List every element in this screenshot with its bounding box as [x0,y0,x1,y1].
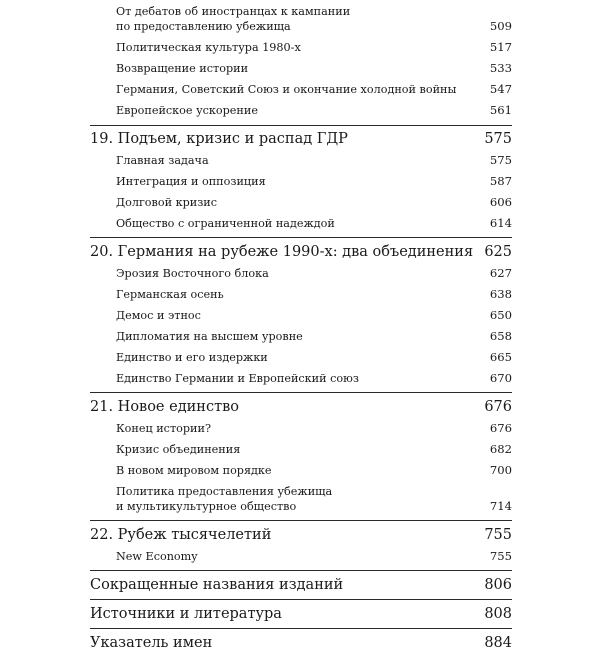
toc-entry-title: Указатель имен [90,635,213,651]
toc-chapter [90,525,512,545]
toc-page-number: 676 [484,399,512,415]
toc-section [90,40,512,55]
toc-back-matter [90,628,512,655]
toc-chapter-block [90,520,512,570]
toc-chapter [90,129,512,149]
toc-section [90,484,512,514]
toc-section [90,421,512,436]
toc-back-matter [90,599,512,628]
toc-page-number: 700 [489,463,512,477]
toc-section-line: и мультикультурное общество [116,500,297,513]
toc-chapter-block [90,125,512,237]
toc-section-label: Единство и его издержки [116,351,268,364]
toc-section-label: Европейское ускорение [116,104,258,117]
toc-section-label: Интеграция и оппозиция [116,175,266,188]
toc-page-number: 755 [489,549,512,563]
toc-page-number: 665 [489,350,512,364]
toc-page-number: 547 [489,82,512,96]
toc-entry [90,604,512,624]
toc-page-number: 658 [489,329,512,343]
toc-section-label: New Economy [116,550,198,563]
toc-page-number: 808 [484,606,512,622]
toc-section [90,350,512,365]
toc-section [90,195,512,210]
toc-entry-title: Сокращенные названия изданий [90,577,344,593]
toc-chapter [90,397,512,417]
toc-section-label [116,4,350,34]
toc-entry [90,575,512,595]
toc-section-label: Конец истории? [116,422,211,435]
toc-page-number: 627 [489,266,512,280]
toc-page-number: 561 [489,103,512,117]
toc-section-label: В новом мировом порядке [116,464,272,477]
toc-section [90,463,512,478]
toc-entry-title: Источники и литература [90,606,282,622]
toc-section-label: Возвращение истории [116,62,249,75]
toc-page-number: 714 [489,499,512,513]
toc-chapter-title: 21. Новое единство [90,399,240,415]
toc-section [90,308,512,323]
toc-section [90,549,512,564]
toc-section [90,329,512,344]
toc-page-number: 517 [489,40,512,54]
toc-section-label: Германская осень [116,288,224,301]
toc-page-number: 670 [489,371,512,385]
toc-section-label: Общество с ограниченной надеждой [116,217,335,230]
toc-section-label: Политическая культура 1980-х [116,41,301,54]
toc-page-number: 650 [489,308,512,322]
toc-section-line: От дебатов об иностранцах к кампании [116,5,351,18]
toc-page-number: 884 [484,635,512,651]
toc-page-number: 575 [489,153,512,167]
toc-page-number: 587 [489,174,512,188]
toc-section-label: Кризис объединения [116,443,241,456]
toc-chapter-block [90,392,512,520]
toc-page-number: 682 [489,442,512,456]
toc-page-number: 625 [484,244,512,260]
toc-section-line: Политика предоставления убежища [116,485,333,498]
toc-section-label: Демос и этнос [116,309,201,322]
toc-section [90,216,512,231]
toc-section-label: Единство Германии и Европейский союз [116,372,359,385]
toc-chapter-title: 22. Рубеж тысячелетий [90,527,272,543]
toc-page-number: 533 [489,61,512,75]
toc-section [90,371,512,386]
toc-section-label: Эрозия Восточного блока [116,267,269,280]
toc-page-number: 638 [489,287,512,301]
toc-section-label: Главная задача [116,154,209,167]
table-of-contents [90,0,512,655]
toc-section [90,153,512,168]
toc-section [90,61,512,76]
toc-section-label: Германия, Советский Союз и окончание холодной войны [116,83,457,96]
toc-section-label: Дипломатия на высшем уровне [116,330,303,343]
toc-chapter-title: 19. Подъем, кризис и распад ГДР [90,131,348,147]
toc-page-number: 614 [489,216,512,230]
toc-section [90,82,512,97]
toc-section-line: по предоставлению убежища [116,20,291,33]
toc-back-matter [90,570,512,599]
toc-section-label [116,484,332,514]
toc-section [90,442,512,457]
toc-page-number: 676 [489,421,512,435]
toc-block-continued [90,0,512,125]
toc-page-number: 575 [484,131,512,147]
toc-entry [90,633,512,653]
toc-section [90,174,512,189]
toc-chapter-title: 20. Германия на рубеже 1990-х: два объединения [90,244,474,260]
toc-page-number: 509 [489,19,512,33]
toc-page-number: 755 [484,527,512,543]
toc-page-number: 806 [484,577,512,593]
toc-chapter [90,242,512,262]
toc-section [90,287,512,302]
toc-page-number: 606 [489,195,512,209]
toc-section [90,266,512,281]
toc-section [90,103,512,118]
toc-section [90,4,512,34]
toc-chapter-block [90,237,512,392]
toc-section-label: Долговой кризис [116,196,218,209]
